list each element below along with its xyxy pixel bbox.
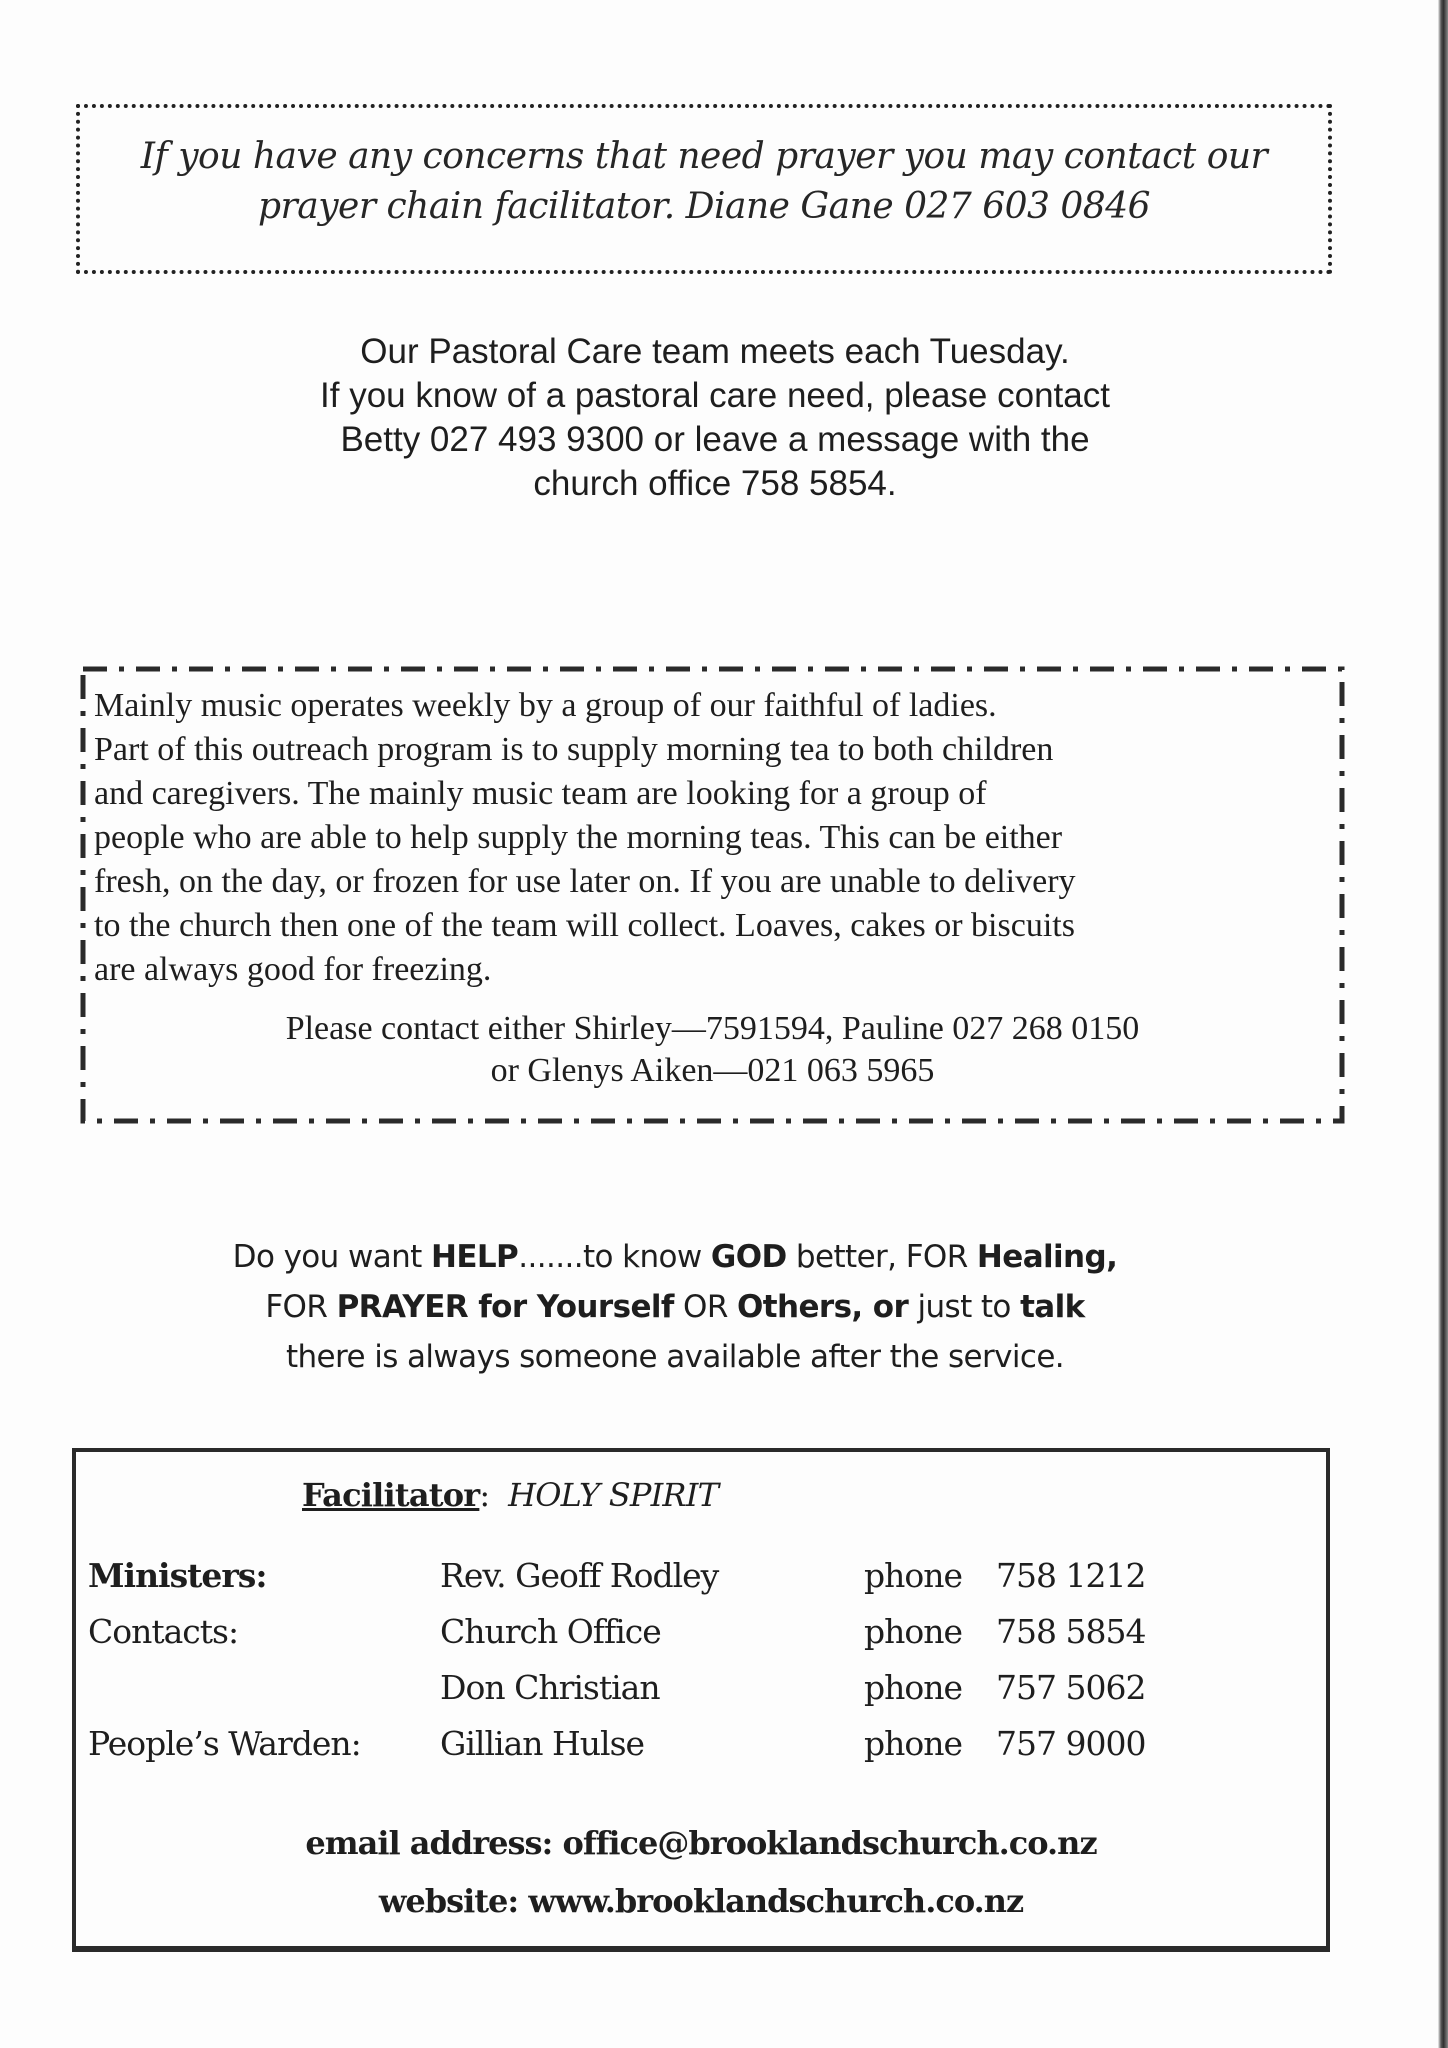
- contact-row: [88, 1612, 1318, 1664]
- contact-phone-label: phone: [864, 1556, 963, 1595]
- help-emphasis: PRAYER for Yourself: [336, 1289, 674, 1325]
- mainly-music-box: [80, 666, 1345, 1124]
- church-contacts-box: [72, 1448, 1330, 1952]
- help-line-1: [120, 1232, 1230, 1282]
- pastoral-line-3: Betty 027 493 9300 or leave a message with the: [340, 420, 1090, 459]
- contact-name: Don Christian: [440, 1668, 660, 1707]
- prayer-chain-box: [76, 104, 1332, 274]
- mainly-music-line: fresh, on the day, or frozen for use later on. If you are unable to delivery: [94, 863, 1076, 900]
- church-website: website: www.brooklandschurch.co.nz: [378, 1882, 1024, 1920]
- contact-phone-number: 757 9000: [996, 1724, 1146, 1763]
- help-text: better, FOR: [786, 1239, 977, 1275]
- mainly-music-line: people who are able to help supply the morning teas. This can be either: [94, 819, 1063, 856]
- contact-phone-label: phone: [864, 1612, 963, 1651]
- facilitator-label: Facilitator: [302, 1476, 480, 1514]
- page-spine-edge: [1438, 0, 1448, 2048]
- pastoral-care-notice: [160, 330, 1270, 506]
- mainly-music-line: Mainly music operates weekly by a group of our faithful of ladies.: [94, 687, 997, 724]
- help-emphasis: talk: [1020, 1289, 1085, 1325]
- mainly-music-contact-line-1: Please contact either Shirley—7591594, Pauline 027 268 0150: [285, 1010, 1140, 1047]
- help-emphasis: GOD: [710, 1239, 787, 1275]
- contact-row: [88, 1668, 1318, 1720]
- help-text: just to: [908, 1289, 1021, 1325]
- contact-phone-label: phone: [864, 1668, 963, 1707]
- mainly-music-contacts: [80, 1008, 1345, 1092]
- help-emphasis: Healing,: [976, 1239, 1118, 1275]
- help-text: OR: [673, 1289, 738, 1325]
- facilitator-line: [302, 1476, 718, 1514]
- pastoral-line-4: church office 758 5854.: [533, 464, 897, 503]
- contact-row: [88, 1724, 1318, 1776]
- pastoral-line-1: Our Pastoral Care team meets each Tuesday.: [360, 332, 1070, 371]
- contact-phone-number: 758 1212: [996, 1556, 1146, 1595]
- prayer-chain-line-2: prayer chain facilitator. Diane Gane 027 603 0846: [257, 186, 1151, 227]
- facilitator-colon: :: [479, 1476, 490, 1514]
- mainly-music-line: Part of this outreach program is to supply morning tea to both children: [94, 731, 1054, 768]
- help-text: .......to know: [518, 1239, 711, 1275]
- church-email: email address: office@brooklandschurch.co.nz: [305, 1824, 1097, 1862]
- contact-phone-label: phone: [864, 1724, 963, 1763]
- contact-role: People’s Warden:: [88, 1724, 361, 1763]
- contact-role: Ministers:: [88, 1556, 267, 1595]
- contact-phone-number: 758 5854: [996, 1612, 1146, 1651]
- mainly-music-contact-line-2: or Glenys Aiken—021 063 5965: [490, 1052, 935, 1089]
- help-line-2: [120, 1282, 1230, 1332]
- contact-name: Rev. Geoff Rodley: [440, 1556, 719, 1595]
- contact-row: [88, 1556, 1318, 1608]
- contact-name: Gillian Hulse: [440, 1724, 645, 1763]
- pastoral-line-2: If you know of a pastoral care need, please contact: [320, 376, 1110, 415]
- help-emphasis: Others, or: [737, 1289, 909, 1325]
- help-line-3: there is always someone available after the service.: [285, 1339, 1065, 1375]
- mainly-music-paragraph: [94, 684, 1334, 992]
- prayer-chain-line-1: If you have any concerns that need prayer you may contact our: [140, 136, 1268, 177]
- contact-name: Church Office: [440, 1612, 661, 1651]
- help-notice: [120, 1232, 1230, 1382]
- mainly-music-line: and caregivers. The mainly music team are looking for a group of: [94, 775, 987, 812]
- contact-role: Contacts:: [88, 1612, 239, 1651]
- mainly-music-line: to the church then one of the team will collect. Loaves, cakes or biscuits: [94, 907, 1075, 944]
- help-emphasis: HELP: [430, 1239, 519, 1275]
- contact-phone-number: 757 5062: [996, 1668, 1146, 1707]
- facilitator-value: HOLY SPIRIT: [508, 1476, 719, 1514]
- help-text: FOR: [265, 1289, 337, 1325]
- mainly-music-line: are always good for freezing.: [94, 951, 492, 988]
- help-text: Do you want: [232, 1239, 431, 1275]
